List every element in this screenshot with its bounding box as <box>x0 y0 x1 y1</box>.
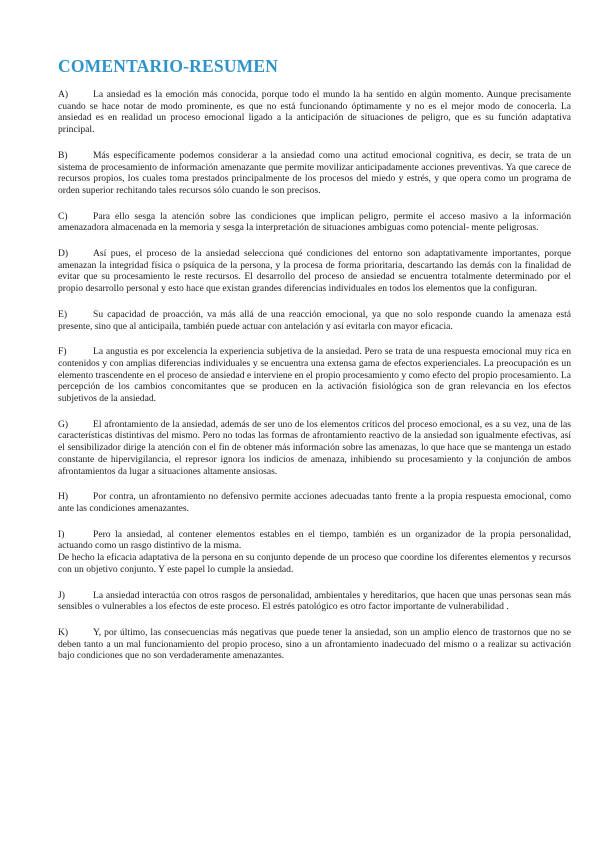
paragraph-g <box>58 419 571 478</box>
paragraph-label: J) <box>58 589 65 601</box>
paragraph-label: B) <box>58 149 68 161</box>
paragraph-text: La ansiedad interactúa con otros rasgos de personalidad, ambientales y hereditarios, que hacen que unas personas sean más sensibles o vulnerables a los efectos de este proceso. El estrés patológico es otro factor importante de vulnerabilidad . <box>58 589 571 613</box>
paragraph-text: Su capacidad de proacción, va más allá de una reacción emocional, ya que no solo responde cuando la amenaza está presente, sino que al anticipaila, también puede actuar con antelación y así evitarla con mayor eficacia. <box>58 308 571 332</box>
paragraph-c <box>58 211 571 234</box>
paragraph-e <box>58 309 571 332</box>
document-title: COMENTARIO-RESUMEN <box>58 56 279 76</box>
paragraph-j <box>58 590 571 613</box>
paragraph-label: H) <box>58 491 69 503</box>
paragraph-label: K) <box>58 626 69 638</box>
paragraph-text: Así pues, el proceso de la ansiedad selecciona qué condiciones del entorno son adaptativamente importantes, porque amenazan la integridad física o psíquica de la persona, y la procesa de forma prioritaria, descartando las demás con la finalidad de evitar que su procesamiento le reste recursos. El desarrollo del proceso de ansiedad se encuentra totalmente determinado por el propio desarrollo personal y esto hace que existan grandes diferencias individuales en todos los elementos que la configuran. <box>58 248 571 295</box>
paragraph-subtext: De hecho la eficacia adaptativa de la persona en su conjunto depende de un proceso que coordine los diferentes elementos y recursos con un objetivo conjunto. Y este papel lo cumple la ansiedad. <box>58 552 571 575</box>
paragraph-a <box>58 89 571 136</box>
paragraph-text: Más específicamente podemos considerar a la ansiedad como una actitud emocional cognitiva, es decir, se trata de un sistema de procesamiento de información amenazante que permite movilizar anticipadamente acciones preventivas. Ya que carece de recursos propios, los cuales toma prestados principalmente de los procesos del miedo y estrés, y que opera como un programa de orden superior rechitando tales recursos sólo cuando le son precisos. <box>58 149 571 196</box>
paragraph-b <box>58 150 571 197</box>
paragraph-label: A) <box>58 89 69 100</box>
paragraph-f <box>58 346 571 405</box>
paragraph-text: Para ello sesga la atención sobre las condiciones que implican peligro, permite el acceso masivo a la información amenazadora almacenada en la memoria y sesga la interpretación de situaciones ambiguas como potencial- mente peligrosas. <box>58 210 571 234</box>
paragraph-k <box>58 627 571 662</box>
paragraph-i <box>58 529 571 576</box>
paragraph-text: Por contra, un afrontamiento no defensivo permite acciones adecuadas tanto frente a la propia respuesta emocional, como ante las condiciones amenazantes. <box>58 491 571 514</box>
paragraph-text: El afrontamiento de la ansiedad, además de ser uno de los elementos críticos del proceso emocional, es a su vez, una de las características distintivas del mismo. Pero no todas las formas de afrontamiento reactivo de la ansiedad son igualmente efectivas, así el sensibilizador dirige la atención con el fin de obtener más información sobre las amenazas, lo que hace que se mantenga un estado constante de hipervigilancia, el represor ignora los indicios de amenaza, inhibiendo su procesamiento y la conjunción de ambos afrontamientos da lugar a situaciones altamente ansiosas. <box>58 418 571 477</box>
paragraph-h <box>58 491 571 514</box>
paragraph-text: Pero la ansiedad, al contener elementos estables en el tiempo, también es un organizador de la propia personalidad, actuando como un rasgo distintivo de la misma. <box>58 528 571 552</box>
paragraph-label: G) <box>58 418 69 430</box>
paragraph-label: C) <box>58 210 68 222</box>
paragraph-label: E) <box>58 308 68 320</box>
paragraph-label: F) <box>58 346 67 358</box>
paragraph-text: Y, por último, las consecuencias más negativas que puede tener la ansiedad, son un amplio elenco de trastornos que no se deben tanto a un mal funcionamiento del propio proceso, sino a un afrontamiento inadecuado del mismo o a realizar su activación bajo condiciones que no son verdaderamente amenazantes. <box>58 626 571 662</box>
paragraph-text: La angustia es por excelencia la experiencia subjetiva de la ansiedad. Pero se trata de una respuesta emocional muy rica en contenidos y con amplias diferencias individuales y se encuentra una extensa gama de efectos experienciales. La preocupación es un elemento trascendente en el proceso de ansiedad e interviene en el propio procesamiento y como efecto del propio procesamiento. La percepción de los cambios concomitantes que se producen en la activación fisiológica son de gran relevancia en los efectos subjetivos de la ansiedad. <box>58 346 571 405</box>
paragraph-d <box>58 248 571 295</box>
paragraph-label: I) <box>58 528 65 540</box>
paragraph-label: D) <box>58 248 69 260</box>
paragraph-text: La ansiedad es la emoción más conocida, porque todo el mundo la ha sentido en algún momento. Aunque precisamente cuando se hace notar de modo prominente, es que no está funcionando óptimamente y no es el mejor modo de conocerla. La ansiedad es en realidad un proceso emocional ligado a la anticipación de situaciones de peligro, que es su función adaptativa principal. <box>58 89 571 136</box>
